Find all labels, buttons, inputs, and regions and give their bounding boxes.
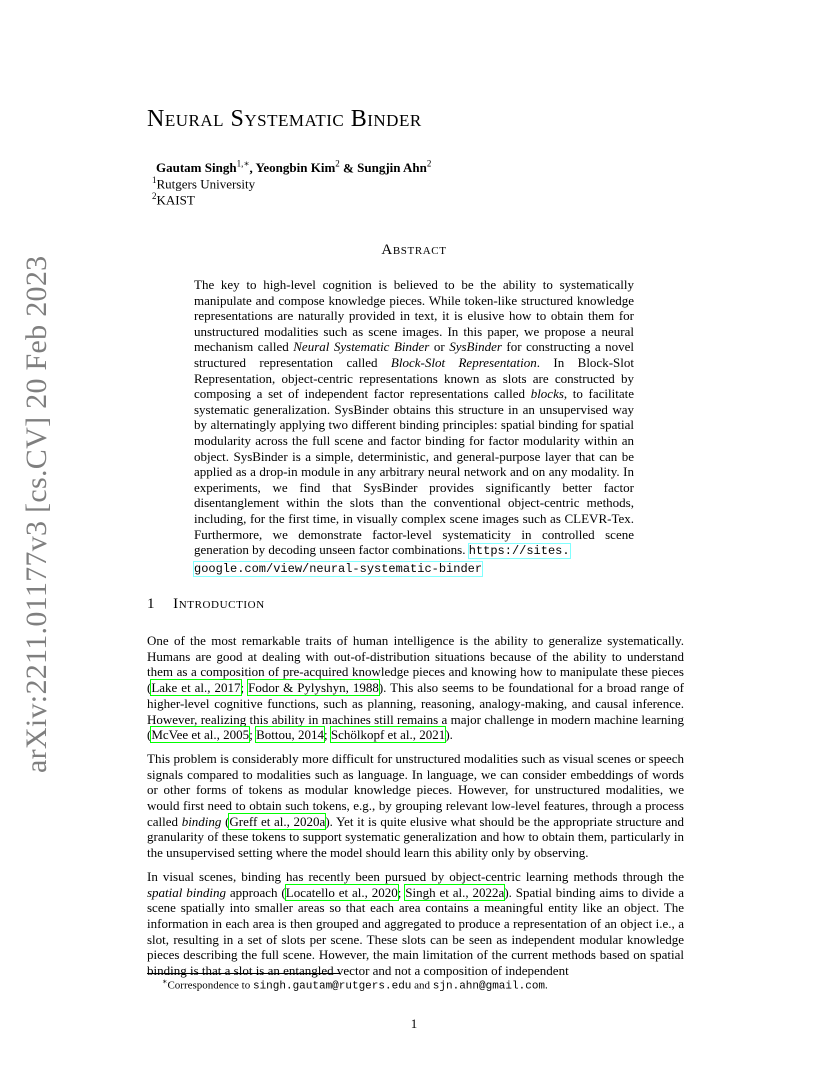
paragraph-text: ). This also seems to be foundational for a broad range of higher-level cognitive functions, such as planning, reasoning, analogy-making, and causal inference. However, realizing this ability in machines still remains a major challenge in modern machine learning ( <box>147 680 684 743</box>
abstract-text: , to facilitate systematic generalization. SysBinder obtains this structure in an unsupervised way by alternatingly applying two different binding principles: spatial binding for spatial modularity across the full scene and factor binding for factor modularity within an object. SysBinder is a simple, deterministic, and general-purpose layer that can be applied as a drop-in module in any arbitrary neural network and on any modality. In experiments, we find that SysBinder provides significantly better factor disentanglement within the slots than the conventional object-centric methods, including, for the first time, in visually complex scene images such as CLEVR-Tex. Furthermore, we demonstrate factor-level systematicity in controlled scene generation by decoding unseen factor combinations. <box>194 386 634 558</box>
citation-link[interactable]: Bottou, 2014 <box>256 727 324 743</box>
abstract-emphasis: Block-Slot Representation <box>390 354 537 370</box>
affiliation-2-mark: 2 <box>152 191 157 201</box>
affiliation-2-name: KAIST <box>156 192 195 208</box>
citation-separator: ; <box>397 884 406 900</box>
citation-link[interactable]: Fodor & Pylyshyn, 1988 <box>248 680 379 696</box>
paragraph-text: This problem is considerably more difficult for unstructured modalities such as visual scenes or speech signals compared to modalities such as language. In language, we can consider embeddings of words or other forms of tokens as modular knowledge pieces. However, for unstructured modalities, we would first need to obtain such tokens, e.g., by grouping relevant low-level features, through a process called <box>147 750 684 829</box>
citation-separator: ; <box>249 727 257 743</box>
paragraph-text: approach ( <box>226 884 286 900</box>
email-address-2[interactable]: sjn.ahn@gmail.com <box>432 980 546 993</box>
author-1-mark: 1,∗ <box>236 159 250 169</box>
footnote-rule <box>147 973 340 974</box>
abstract-text: for constructing a novel structured representation called <box>194 339 634 370</box>
author-separator: & <box>339 160 358 176</box>
citation-link[interactable]: Schölkopf et al., 2021 <box>330 727 446 743</box>
citation-link[interactable]: Singh et al., 2022a <box>405 884 505 900</box>
paragraph-emphasis: spatial binding <box>147 884 227 900</box>
introduction-body <box>147 633 684 987</box>
footnote-text: and <box>411 979 433 992</box>
citation-link[interactable]: Lake et al., 2017 <box>151 680 241 696</box>
section-heading-introduction <box>147 596 265 613</box>
section-title: Introduction <box>173 596 265 612</box>
footnote-text: . <box>545 979 548 992</box>
author-1-name: Gautam Singh <box>156 160 237 176</box>
footnote-mark: ∗ <box>162 977 168 986</box>
abstract-text: The key to high-level cognition is believed to be the ability to systematically manipulate and compose knowledge pieces. While token-like structured knowledge representations are naturally provided in text, it is elusive how to obtain them for unstructured modalities such as scene images. In this paper, we propose a neural mechanism called <box>194 277 634 355</box>
paragraph-text: In visual scenes, binding has recently been pursued by object-centric learning methods through the <box>147 868 684 884</box>
citation-separator: ; <box>323 727 331 743</box>
author-3 <box>357 160 431 175</box>
author-2-name: Yeongbin Kim <box>255 160 336 176</box>
project-url-part-2[interactable]: google.com/view/neural-systematic-binder <box>194 561 483 576</box>
intro-paragraph-1 <box>147 633 684 743</box>
paragraph-text: One of the most remarkable traits of human intelligence is the ability to generalize systematically. Humans are good at dealing with out-of-distribution situations because of the ability to understand them as a composition of pre-acquired knowledge pieces and knowing how to manipulate these pieces ( <box>147 633 684 696</box>
project-url-part-1[interactable]: https://sites. <box>468 544 570 559</box>
paragraph-emphasis: binding <box>181 813 222 829</box>
arxiv-identifier-text: arXiv:2211.01177v3 [cs.CV] 20 Feb 2023 <box>20 255 53 773</box>
abstract-text: or <box>429 339 450 355</box>
abstract-emphasis: SysBinder <box>449 339 502 355</box>
citation-link[interactable]: McVee et al., 2005 <box>151 727 250 743</box>
citation-link[interactable]: Greff et al., 2020a <box>229 813 326 829</box>
affiliation-1-mark: 1 <box>152 175 157 185</box>
author-3-mark: 2 <box>426 159 432 169</box>
abstract-emphasis: blocks <box>530 386 564 402</box>
citation-separator: ; <box>240 680 249 696</box>
affiliation-1-name: Rutgers University <box>156 176 256 192</box>
affiliation-2 <box>152 188 195 208</box>
paragraph-text: ). Spatial binding aims to divide a scene spatially into smaller areas so that each area contains a meaningful entity like an object. The information in each area is then grouped and aggregated to produce a representation of an object i.e., a slot, resulting in a set of slots per scene. These slots can be seen as independent modular knowledge pieces describing the full scene. However, the main limitation of the current methods based on spatial binding is that a slot is an entangled vector and not a composition of independent <box>147 884 684 979</box>
abstract-emphasis: Neural Systematic Binder <box>293 339 430 355</box>
page-number: 1 <box>410 1016 418 1031</box>
abstract-body <box>194 277 634 577</box>
author-3-name: Sungjin Ahn <box>357 160 427 176</box>
footnote <box>162 977 548 993</box>
paragraph-text: ). <box>445 727 453 743</box>
intro-paragraph-3 <box>147 869 684 979</box>
footnote-text: Correspondence to <box>167 979 253 992</box>
author-2 <box>255 160 339 175</box>
paragraph-text: ( <box>221 813 230 829</box>
citation-link[interactable]: Locatello et al., 2020 <box>285 884 398 900</box>
author-separator: , <box>249 160 256 176</box>
paragraph-text: ). Yet it is quite elusive what should be the appropriate structure and granularity of these tokens to support systematic generalization and how to obtain them, particularly in the unsupervised setting where the model should learn this ability only by observing. <box>147 813 684 861</box>
abstract-text: . In Block-Slot Representation, object-centric representations known as slots are constructed by composing a set of independent factor representations called <box>194 354 634 402</box>
abstract-heading: Abstract <box>381 242 447 258</box>
author-2-mark: 2 <box>335 159 340 169</box>
section-number: 1 <box>147 596 156 612</box>
intro-paragraph-2 <box>147 751 684 861</box>
paper-title: Neural Systematic Binder <box>147 106 422 132</box>
email-address-1[interactable]: singh.gautam@rutgers.edu <box>252 980 412 993</box>
